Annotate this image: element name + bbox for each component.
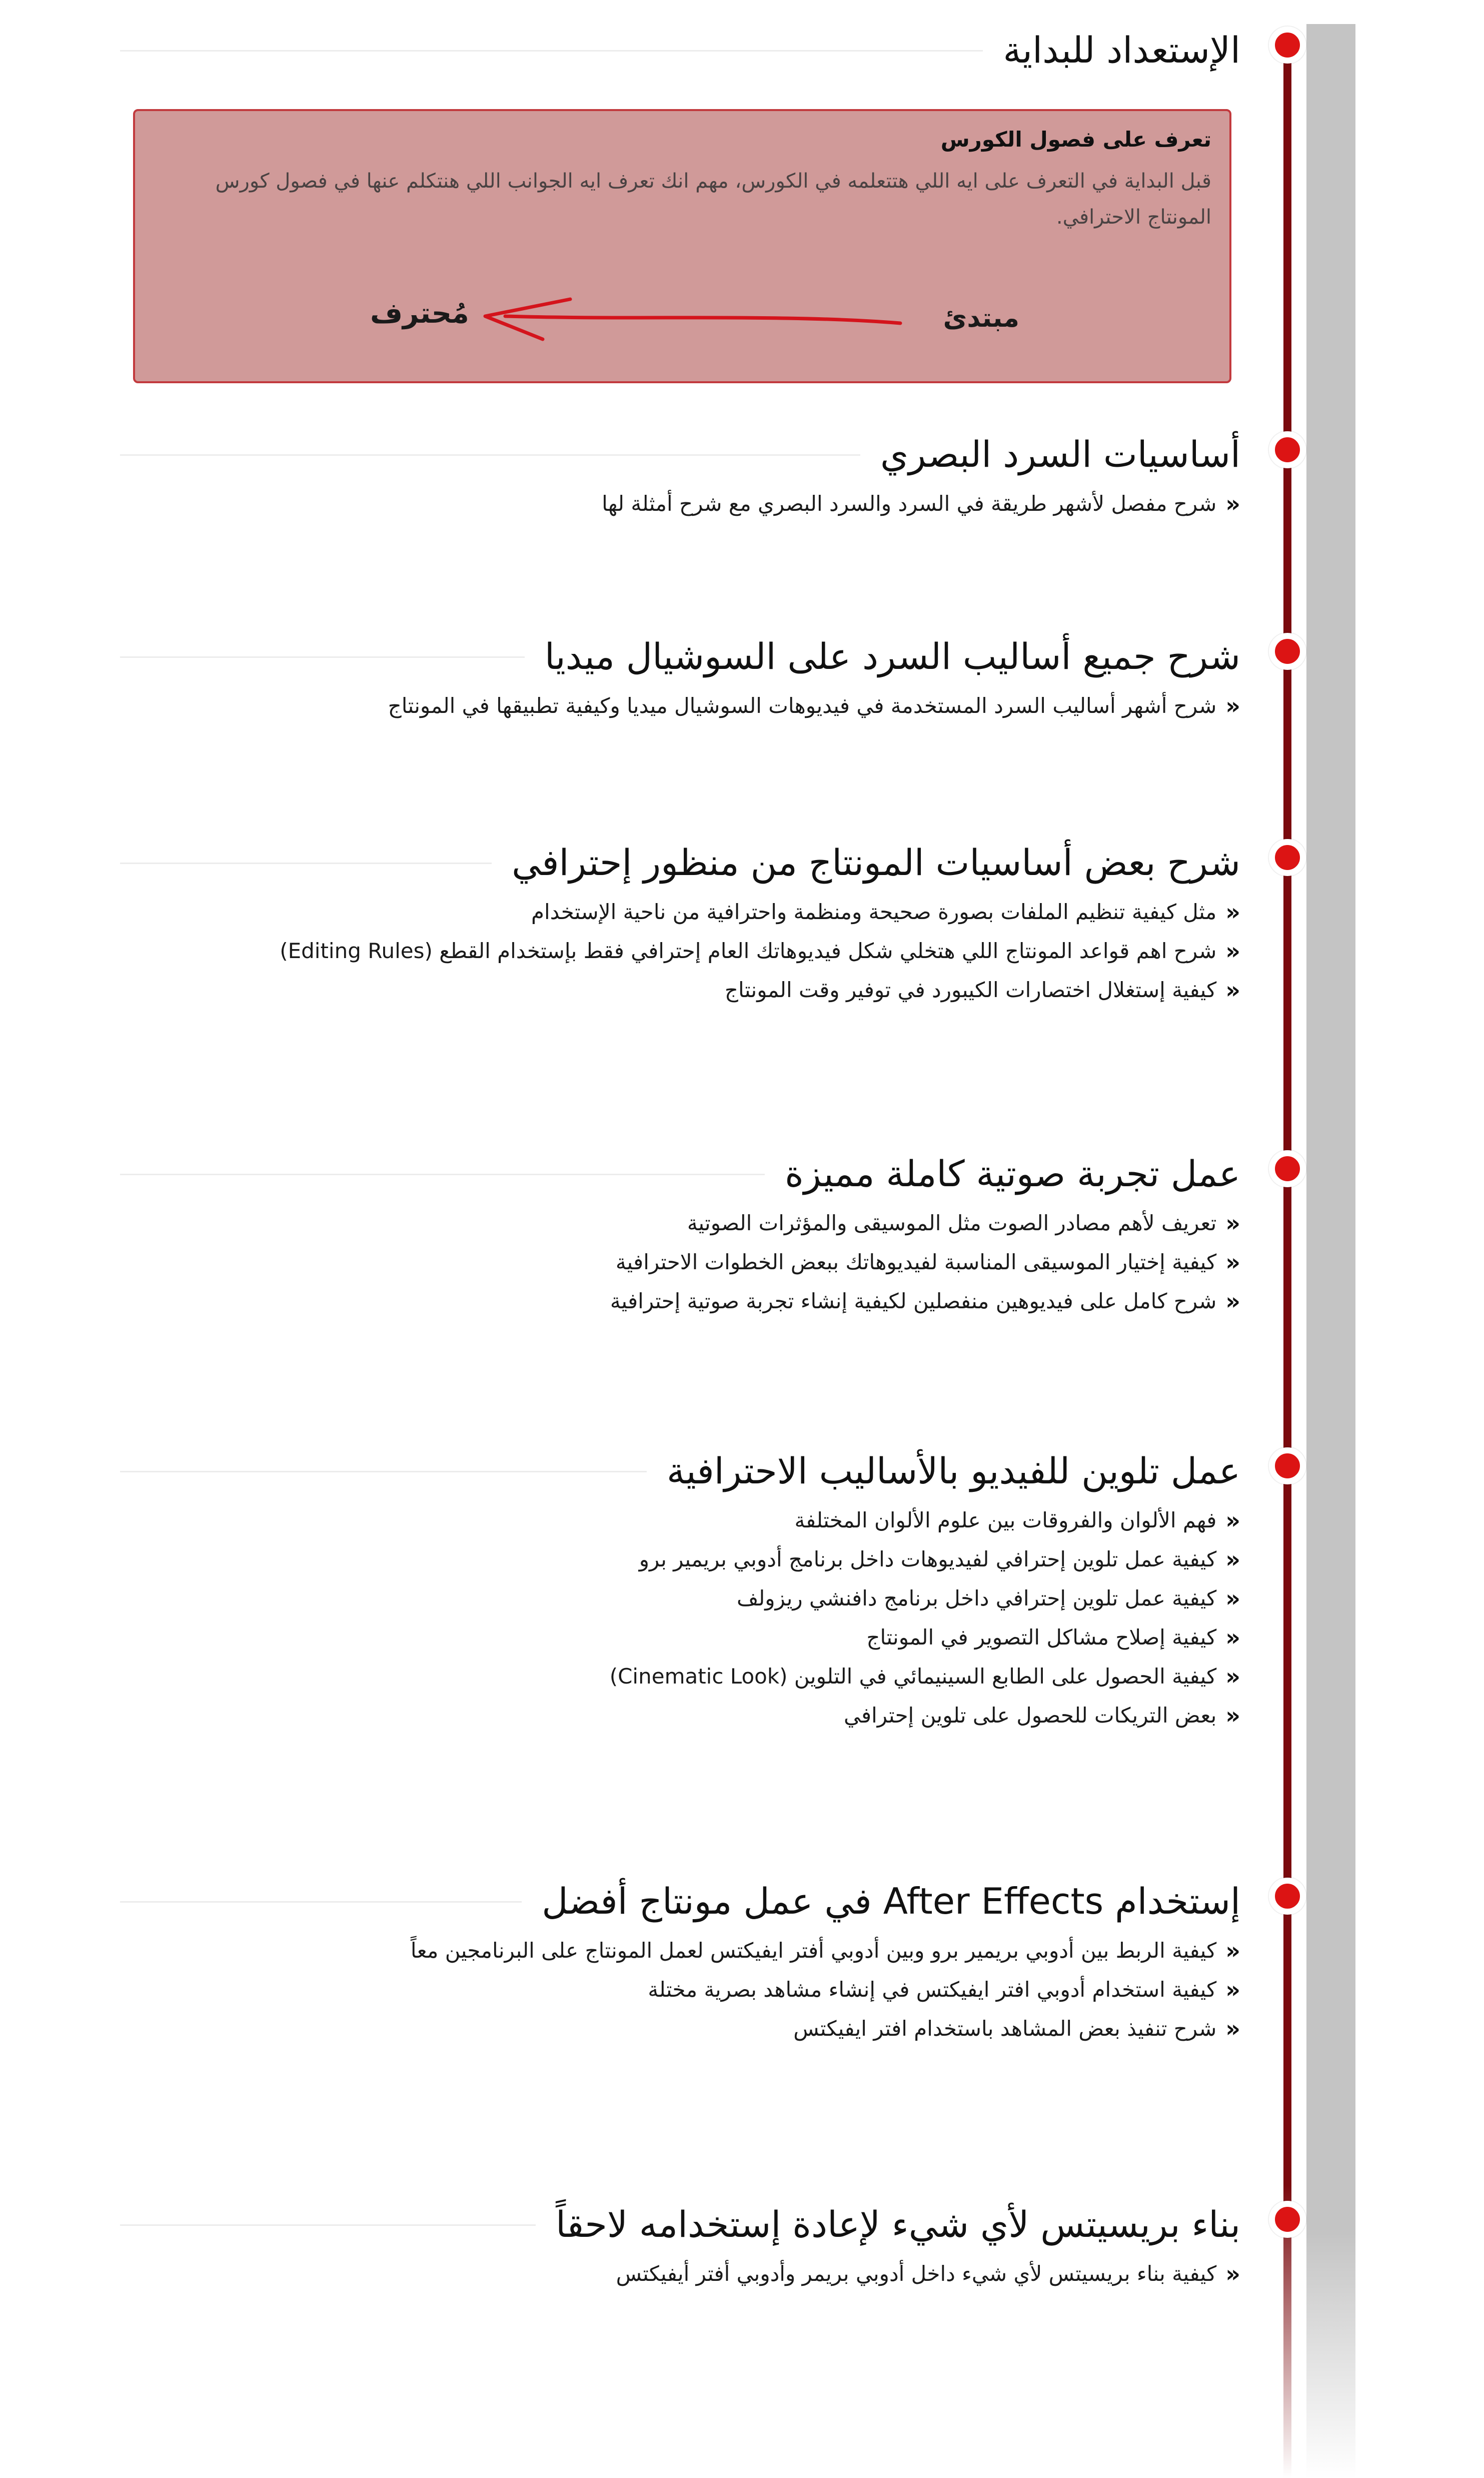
- double-chevron-left-icon: «: [1225, 692, 1240, 719]
- section-items: [120, 893, 1240, 1010]
- list-item: « تعريف لأهم مصادر الصوت مثل الموسيقى والمؤثرات الصوتية: [687, 1210, 1240, 1237]
- list-item: « كيفية إصلاح مشاكل التصوير في المونتاج: [866, 1624, 1240, 1651]
- double-chevron-left-icon: «: [1225, 490, 1240, 517]
- section-title: شرح جميع أساليب السرد على السوشيال ميديا: [525, 629, 1240, 683]
- section-title: عمل تجربة صوتية كاملة مميزة: [765, 1147, 1240, 1201]
- list-item: « شرح كامل على فيديوهين منفصلين لكيفية إنشاء تجربة صوتية إحترافية: [610, 1288, 1240, 1315]
- section-items: [120, 2254, 1240, 2293]
- double-chevron-left-icon: «: [1225, 1546, 1240, 1573]
- double-chevron-left-icon: «: [1225, 1624, 1240, 1651]
- timeline-dot: [1269, 2201, 1306, 2238]
- list-item: « شرح اهم قواعد المونتاج اللي هتخلي شكل فيديوهاتك العام إحترافي فقط بإستخدام القطع (Editing Rules): [280, 938, 1240, 965]
- list-item: « بعض التريكات للحصول على تلوين إحترافي: [843, 1702, 1240, 1729]
- section-title: إستخدام After Effects في عمل مونتاج أفضل: [522, 1874, 1240, 1928]
- double-chevron-left-icon: «: [1225, 1288, 1240, 1315]
- list-item: « فهم الألوان والفروقات بين علوم الألوان المختلفة: [794, 1507, 1240, 1534]
- section-title: الإستعداد للبداية: [983, 23, 1240, 77]
- timeline-dot: [1269, 839, 1306, 876]
- beginner-to-pro-arrow-icon: [135, 111, 1233, 385]
- double-chevron-left-icon: «: [1225, 1937, 1240, 1964]
- section-items: [120, 1204, 1240, 1321]
- section-color-grading: [120, 1441, 1240, 1735]
- beginner-label: مبتدئ: [943, 303, 1019, 333]
- double-chevron-left-icon: «: [1225, 1663, 1240, 1690]
- section-title: أساسيات السرد البصري: [860, 427, 1240, 481]
- list-item: « كيفية بناء بريسيتس لأي شيء داخل أدوبي بريمر وأدوبي أفتر أيفيكتس: [616, 2260, 1240, 2287]
- list-item: « كيفية إستغلال اختصارات الكيبورد في توفير وقت المونتاج: [724, 977, 1240, 1004]
- list-item: « كيفية عمل تلوين إحترافي داخل برنامج دافنشي ريزولف: [736, 1585, 1240, 1612]
- timeline-dot: [1269, 633, 1306, 670]
- double-chevron-left-icon: «: [1225, 2260, 1240, 2287]
- section-items: [120, 686, 1240, 725]
- pro-label: مُحترف: [370, 297, 469, 330]
- list-item: « كيفية الربط بين أدوبي بريمير برو وبين أدوبي أفتر ايفيكتس لعمل المونتاج على البرنامجين معاً: [410, 1937, 1240, 1964]
- list-item: « شرح أشهر أساليب السرد المستخدمة في فيديوهات السوشيال ميديا وكيفية تطبيقها في المونتاج: [388, 692, 1240, 719]
- list-item: « كيفية إختيار الموسيقى المناسبة لفيديوهاتك ببعض الخطوات الاحترافية: [615, 1249, 1240, 1276]
- section-title: بناء بريسيتس لأي شيء لإعادة إستخدامه لاحقاً: [536, 2197, 1240, 2251]
- list-item: « شرح تنفيذ بعض المشاهد باستخدام افتر ايفيكتس: [793, 2015, 1240, 2042]
- timeline-dot: [1269, 431, 1306, 468]
- section-editing-basics: [120, 833, 1240, 1010]
- section-items: [120, 1931, 1240, 2048]
- list-item: « كيفية عمل تلوين إحترافي لفيديوهات داخل برنامج أدوبي بريمير برو: [639, 1546, 1240, 1573]
- list-item: « كيفية استخدام أدوبي افتر ايفيكتس في إنشاء مشاهد بصرية مختلة: [648, 1976, 1240, 2003]
- section-items: [120, 1501, 1240, 1735]
- double-chevron-left-icon: «: [1225, 1507, 1240, 1534]
- course-chapters-intro-box: [133, 109, 1231, 383]
- timeline-dot: [1269, 1878, 1306, 1915]
- double-chevron-left-icon: «: [1225, 1210, 1240, 1237]
- timeline-dot: [1269, 1150, 1306, 1187]
- double-chevron-left-icon: «: [1225, 1702, 1240, 1729]
- timeline-dot: [1269, 1447, 1306, 1484]
- list-item: « مثل كيفية تنظيم الملفات بصورة صحيحة ومنظمة واحترافية من ناحية الإستخدام: [531, 899, 1240, 926]
- section-title: شرح بعض أساسيات المونتاج من منظور إحترافي: [492, 836, 1240, 890]
- double-chevron-left-icon: «: [1225, 1585, 1240, 1612]
- double-chevron-left-icon: «: [1225, 938, 1240, 965]
- section-title: عمل تلوين للفيديو بالأساليب الاحترافية: [647, 1444, 1240, 1498]
- section-getting-ready: [120, 20, 1240, 80]
- list-item: « كيفية الحصول على الطابع السينيمائي في التلوين (Cinematic Look): [609, 1663, 1240, 1690]
- section-visual-storytelling: [120, 424, 1240, 523]
- intro-heading: تعرف على فصول الكورس: [940, 127, 1211, 152]
- double-chevron-left-icon: «: [1225, 977, 1240, 1004]
- section-after-effects: [120, 1871, 1240, 2048]
- section-social-media-storytelling: [120, 626, 1240, 725]
- section-audio-experience: [120, 1144, 1240, 1321]
- double-chevron-left-icon: «: [1225, 899, 1240, 926]
- timeline-red-line: [1283, 40, 1291, 2478]
- intro-body: قبل البداية في التعرف على ايه اللي هتتعلمه في الكورس، مهم انك تعرف ايه الجوانب اللي هنتكلم عنها في فصول كورس المونتاج الاحترافي.: [215, 170, 1211, 229]
- section-presets: [120, 2194, 1240, 2293]
- section-items: [120, 484, 1240, 523]
- double-chevron-left-icon: «: [1225, 1976, 1240, 2003]
- timeline-grey-rail: [1306, 24, 1355, 2478]
- timeline-dot: [1269, 27, 1306, 64]
- double-chevron-left-icon: «: [1225, 1249, 1240, 1276]
- double-chevron-left-icon: «: [1225, 2015, 1240, 2042]
- list-item: « شرح مفصل لأشهر طريقة في السرد والسرد البصري مع شرح أمثلة لها: [602, 490, 1240, 517]
